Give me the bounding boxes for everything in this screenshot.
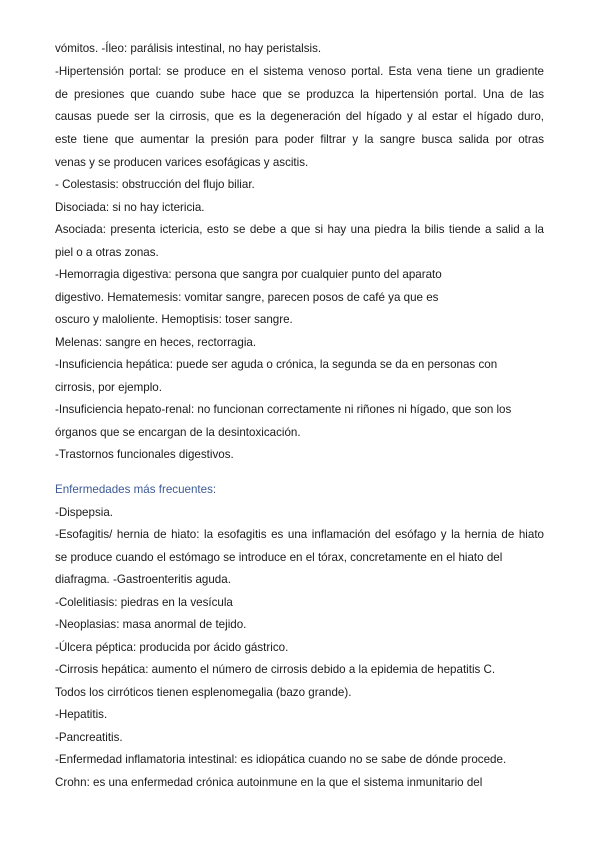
text-line: -Hepatitis.	[55, 708, 108, 721]
text-line: de presiones que cuando sube hace que se produzca la hipertensión portal. Una de las	[55, 88, 544, 101]
text-line: órganos que se encargan de la desintoxicación.	[55, 426, 301, 439]
text-line: piel o a otras zonas.	[55, 246, 159, 259]
text-line: -Hipertensión portal: se produce en el sistema venoso portal. Esta vena tiene un gradiente	[55, 65, 544, 78]
text-line: se produce cuando el estómago se introduce en el tórax, concretamente en el hiato del	[55, 551, 503, 564]
text-line: -Enfermedad inflamatoria intestinal: es idiopática cuando no se sabe de dónde procede.	[55, 753, 507, 766]
text-line: -Hemorragia digestiva: persona que sangra por cualquier punto del aparato	[55, 268, 442, 281]
text-line: -Cirrosis hepática: aumento el número de cirrosis debido a la epidemia de hepatitis C.	[55, 663, 496, 676]
text-line: -Insuficiencia hepática: puede ser aguda o crónica, la segunda se da en personas con	[55, 358, 498, 371]
text-line: Crohn: es una enfermedad crónica autoinmune en la que el sistema inmunitario del	[55, 776, 483, 789]
section-heading: Enfermedades más frecuentes:	[55, 483, 217, 496]
text-line: Todos los cirróticos tienen esplenomegalia (bazo grande).	[55, 686, 352, 699]
text-line: Melenas: sangre en heces, rectorragia.	[55, 336, 257, 349]
text-line: -Úlcera péptica: producida por ácido gástrico.	[55, 641, 289, 654]
text-line: Disociada: si no hay ictericia.	[55, 201, 205, 214]
text-line: -Pancreatitis.	[55, 731, 123, 744]
text-line: vómitos. -Íleo: parálisis intestinal, no hay peristalsis.	[55, 42, 322, 55]
text-line: -Colelitiasis: piedras en la vesícula	[55, 596, 233, 609]
text-line: Asociada: presenta ictericia, esto se debe a que si hay una piedra la bilis tiende a salid a la	[55, 223, 544, 236]
text-line: -Insuficiencia hepato-renal: no funcionan correctamente ni riñones ni hígado, que son los	[55, 403, 512, 416]
text-line: -Trastornos funcionales digestivos.	[55, 448, 234, 461]
text-line: cirrosis, por ejemplo.	[55, 381, 162, 394]
text-line: digestivo. Hematemesis: vomitar sangre, parecen posos de café ya que es	[55, 291, 439, 304]
text-line: diafragma. -Gastroenteritis aguda.	[55, 573, 231, 586]
text-line: venas y se producen varices esofágicas y ascitis.	[55, 156, 309, 169]
text-line: -Neoplasias: masa anormal de tejido.	[55, 618, 247, 631]
text-line: - Colestasis: obstrucción del flujo biliar.	[55, 178, 255, 191]
text-line: causas puede ser la cirrosis, que es la degeneración del hígado y al estar el hígado duro,	[55, 110, 544, 123]
text-line: -Dispepsia.	[55, 506, 113, 519]
text-line: oscuro y maloliente. Hemoptisis: toser sangre.	[55, 313, 293, 326]
text-line: -Esofagitis/ hernia de hiato: la esofagitis es una inflamación del esófago y la hernia de hiato	[55, 528, 544, 541]
text-line: este tiene que aumentar la presión para poder filtrar y la sangre busca salida por otras	[55, 133, 544, 146]
